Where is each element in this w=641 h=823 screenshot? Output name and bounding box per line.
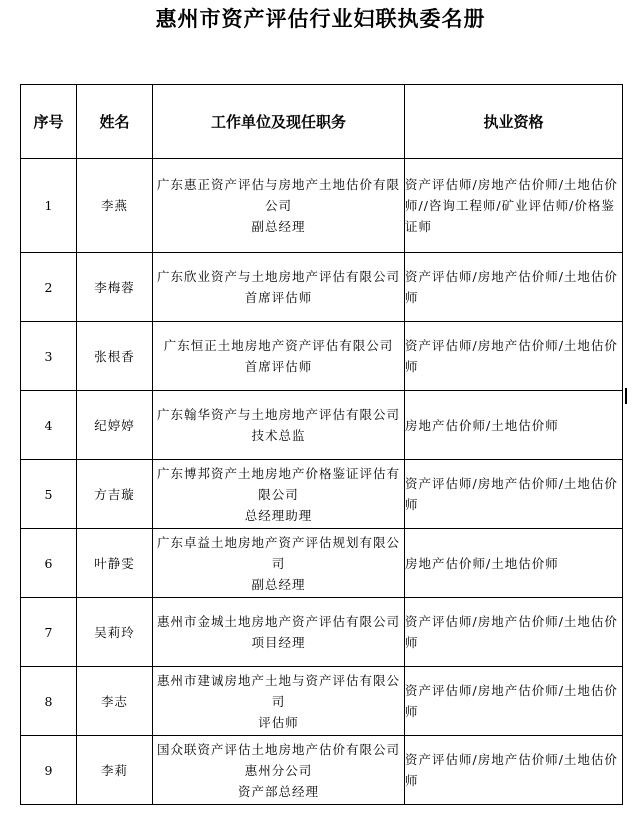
row-qualification: 房地产估价师/土地估价师: [405, 417, 559, 433]
row-unit-cell: [153, 253, 405, 322]
document-title: 惠州市资产评估行业妇联执委名册: [155, 7, 486, 31]
row-qualification-cell: [405, 159, 623, 253]
row-unit: 广东欣业资产与土地房地产评估有限公司: [157, 269, 401, 284]
table-row: [21, 598, 623, 667]
row-seq: 5: [21, 460, 77, 529]
row-seq: 7: [21, 598, 77, 667]
header-qualification: 执业资格: [405, 85, 623, 159]
row-qualification-cell: [405, 529, 623, 598]
row-seq: 1: [21, 159, 77, 253]
table-row: [21, 667, 623, 736]
header-unit-position: 工作单位及现任职务: [153, 85, 405, 159]
row-unit-cell: [153, 598, 405, 667]
row-name: 李梅蓉: [77, 253, 153, 322]
row-seq: 9: [21, 736, 77, 805]
row-position: 技术总监: [251, 428, 306, 443]
row-unit-cell: [153, 529, 405, 598]
row-unit-cell: [153, 667, 405, 736]
row-unit: 国众联资产评估土地房地产估价有限公司惠州分公司: [157, 741, 401, 778]
row-seq: 4: [21, 391, 77, 460]
header-seq: 序号: [21, 85, 77, 159]
row-name: 吴莉玲: [77, 598, 153, 667]
row-qualification: 资产评估师/房地产估价师/土地估价师: [405, 269, 618, 305]
row-seq: 8: [21, 667, 77, 736]
table-row: [21, 460, 623, 529]
row-qualification-cell: [405, 322, 623, 391]
row-qualification-cell: [405, 598, 623, 667]
row-unit: 广东卓益土地房地产资产评估规划有限公司: [157, 534, 401, 571]
row-unit: 惠州市建诚房地产土地与资产评估有限公司: [157, 672, 401, 709]
row-qualification-cell: [405, 667, 623, 736]
row-qualification: 资产评估师/房地产估价师/土地估价师: [405, 683, 618, 719]
row-unit-cell: [153, 159, 405, 253]
row-unit: 广东惠正资产评估与房地产土地估价有限公司: [157, 177, 401, 213]
row-qualification: 资产评估师/房地产估价师/土地估价师: [405, 614, 618, 650]
row-unit: 惠州市金城土地房地产资产评估有限公司: [157, 614, 401, 629]
row-qualification: 房地产估价师/土地估价师: [405, 555, 559, 571]
table-row: [21, 736, 623, 805]
table-body: [21, 159, 623, 805]
row-qualification: 资产评估师/房地产估价师/土地估价师: [405, 338, 618, 374]
page-edge-mark: [625, 388, 627, 404]
row-position: 项目经理: [251, 635, 306, 650]
row-qualification-cell: [405, 736, 623, 805]
row-name: 李志: [77, 667, 153, 736]
row-unit-cell: [153, 391, 405, 460]
row-unit-cell: [153, 460, 405, 529]
row-position: 首席评估师: [244, 359, 313, 374]
member-roster-table: [20, 84, 623, 805]
row-name: 纪婷婷: [77, 391, 153, 460]
row-qualification: 资产评估师/房地产估价师/土地估价师: [405, 476, 618, 512]
row-unit-cell: [153, 322, 405, 391]
row-unit: 广东恒正土地房地产资产评估有限公司: [163, 338, 394, 353]
row-position: 副总经理: [251, 219, 306, 234]
table-row: [21, 391, 623, 460]
row-seq: 3: [21, 322, 77, 391]
row-position: 评估师: [258, 714, 299, 730]
row-unit: 广东翰华资产与土地房地产评估有限公司: [157, 407, 401, 422]
row-qualification: 资产评估师/房地产估价师/土地估价师: [405, 752, 618, 788]
row-seq: 6: [21, 529, 77, 598]
table-header-row: [21, 85, 623, 159]
row-qualification-cell: [405, 460, 623, 529]
row-name: 张根香: [77, 322, 153, 391]
row-seq: 2: [21, 253, 77, 322]
row-name: 叶静雯: [77, 529, 153, 598]
row-name: 方吉璇: [77, 460, 153, 529]
row-qualification-cell: [405, 391, 623, 460]
row-name: 李莉: [77, 736, 153, 805]
table-row: [21, 253, 623, 322]
row-qualification-cell: [405, 253, 623, 322]
row-qualification: 资产评估师/房地产估价师/土地估价师//咨询工程师/矿业评估师/价格鉴证师: [405, 177, 618, 234]
header-name: 姓名: [77, 85, 153, 159]
row-position: 副总经理: [251, 576, 306, 592]
table-row: [21, 322, 623, 391]
row-unit: 广东博邦资产土地房地产价格鉴证评估有限公司: [157, 465, 401, 502]
row-position: 首席评估师: [244, 290, 313, 305]
row-position: 总经理助理: [244, 507, 313, 523]
row-name: 李燕: [77, 159, 153, 253]
row-unit-cell: [153, 736, 405, 805]
table-row: [21, 159, 623, 253]
row-position: 资产部总经理: [237, 783, 319, 799]
table-row: [21, 529, 623, 598]
